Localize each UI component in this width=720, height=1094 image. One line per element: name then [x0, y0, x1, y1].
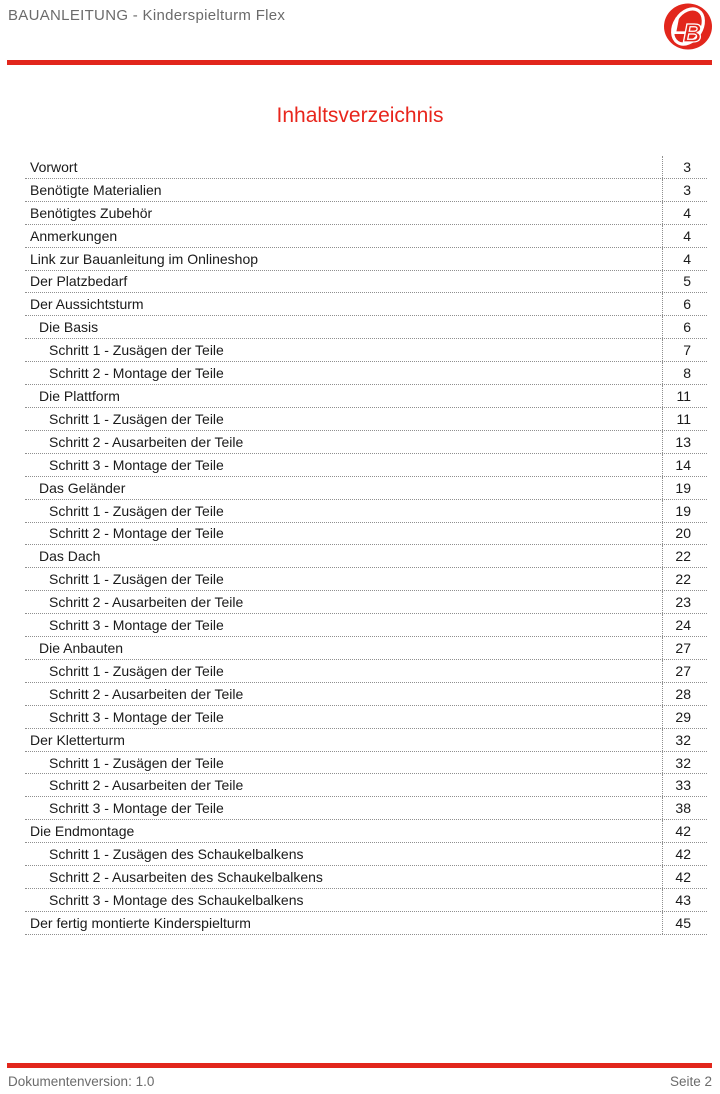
toc-entry-page-number: 5 — [662, 271, 707, 293]
toc-entry-label: Die Basis — [39, 319, 99, 336]
toc-entry-label: Schritt 2 - Montage der Teile — [49, 365, 224, 382]
toc-row — [25, 477, 707, 500]
toc-row — [25, 523, 707, 546]
toc-entry-page-number: 29 — [662, 706, 707, 728]
toc-entry-label: Vorwort — [30, 158, 78, 175]
toc-row — [25, 271, 707, 294]
table-of-contents — [25, 156, 707, 935]
toc-entry-page-number: 19 — [662, 477, 707, 499]
toc-entry-page-number: 3 — [662, 179, 707, 201]
toc-row — [25, 889, 707, 912]
toc-row — [25, 591, 707, 614]
toc-row — [25, 820, 707, 843]
page-title: Inhaltsverzeichnis — [276, 104, 444, 127]
toc-entry-page-number: 11 — [662, 385, 707, 407]
toc-row — [25, 683, 707, 706]
toc-entry-label: Anmerkungen — [30, 227, 118, 244]
toc-entry-page-number: 28 — [662, 683, 707, 705]
toc-entry-page-number: 11 — [662, 408, 707, 430]
toc-entry-label: Benötigte Materialien — [30, 181, 162, 198]
footer-divider — [7, 1063, 712, 1068]
toc-entry-label: Schritt 1 - Zusägen der Teile — [49, 410, 224, 427]
toc-entry-label: Schritt 3 - Montage des Schaukelbalkens — [49, 891, 304, 908]
toc-entry-page-number: 42 — [662, 843, 707, 865]
toc-row — [25, 568, 707, 591]
toc-entry-page-number: 3 — [662, 156, 707, 178]
toc-row — [25, 179, 707, 202]
toc-entry-label: Schritt 1 - Zusägen der Teile — [49, 754, 224, 771]
toc-entry-label: Schritt 1 - Zusägen der Teile — [49, 502, 224, 519]
toc-row — [25, 614, 707, 637]
toc-row — [25, 156, 707, 179]
toc-entry-label: Der Platzbedarf — [30, 273, 128, 290]
header-divider — [7, 60, 712, 65]
toc-row — [25, 797, 707, 820]
toc-entry-page-number: 6 — [662, 316, 707, 338]
toc-entry-page-number: 19 — [662, 500, 707, 522]
page-number: Seite 2 — [669, 1074, 712, 1089]
toc-entry-page-number: 4 — [662, 202, 707, 224]
toc-entry-label: Schritt 2 - Ausarbeiten des Schaukelbalkens — [49, 869, 323, 886]
toc-entry-label: Schritt 1 - Zusägen der Teile — [49, 662, 224, 679]
toc-entry-label: Schritt 3 - Montage der Teile — [49, 617, 224, 634]
lb-brand-logo-icon — [663, 3, 713, 50]
toc-entry-page-number: 27 — [662, 637, 707, 659]
toc-row — [25, 339, 707, 362]
toc-entry-label: Schritt 2 - Montage der Teile — [49, 525, 224, 542]
toc-row — [25, 545, 707, 568]
toc-entry-label: Schritt 1 - Zusägen der Teile — [49, 342, 224, 359]
toc-row — [25, 729, 707, 752]
toc-entry-label: Der Aussichtsturm — [30, 296, 144, 313]
toc-entry-label: Schritt 3 - Montage der Teile — [49, 708, 224, 725]
toc-entry-page-number: 4 — [662, 225, 707, 247]
toc-row — [25, 408, 707, 431]
document-version: Dokumentenversion: 1.0 — [8, 1074, 155, 1089]
toc-entry-label: Das Geländer — [39, 479, 126, 496]
toc-entry-label: Die Plattform — [39, 388, 120, 405]
toc-row — [25, 843, 707, 866]
toc-entry-page-number: 27 — [662, 660, 707, 682]
toc-row — [25, 774, 707, 797]
toc-entry-page-number: 8 — [662, 362, 707, 384]
toc-entry-page-number: 14 — [662, 454, 707, 476]
toc-entry-page-number: 33 — [662, 774, 707, 796]
toc-entry-page-number: 42 — [662, 820, 707, 842]
toc-entry-page-number: 42 — [662, 866, 707, 888]
toc-entry-page-number: 24 — [662, 614, 707, 636]
toc-entry-page-number: 43 — [662, 889, 707, 911]
toc-entry-label: Die Endmontage — [30, 823, 135, 840]
toc-row — [25, 316, 707, 339]
toc-entry-page-number: 6 — [662, 293, 707, 315]
toc-row — [25, 912, 707, 935]
toc-entry-page-number: 22 — [662, 545, 707, 567]
logo-letter-b: B — [683, 18, 702, 48]
toc-row — [25, 637, 707, 660]
toc-row — [25, 454, 707, 477]
toc-row — [25, 752, 707, 775]
toc-row — [25, 660, 707, 683]
toc-entry-page-number: 13 — [662, 431, 707, 453]
toc-entry-label: Schritt 2 - Ausarbeiten der Teile — [49, 594, 244, 611]
toc-row — [25, 248, 707, 271]
toc-entry-label: Das Dach — [39, 548, 101, 565]
toc-entry-label: Schritt 1 - Zusägen der Teile — [49, 571, 224, 588]
toc-entry-page-number: 32 — [662, 729, 707, 751]
toc-entry-page-number: 23 — [662, 591, 707, 613]
logo-letter-l: L — [672, 13, 687, 40]
toc-entry-page-number: 7 — [662, 339, 707, 361]
toc-row — [25, 385, 707, 408]
toc-entry-label: Schritt 2 - Ausarbeiten der Teile — [49, 685, 244, 702]
toc-entry-page-number: 32 — [662, 752, 707, 774]
toc-entry-label: Der Kletterturm — [30, 731, 125, 748]
toc-entry-label: Die Anbauten — [39, 639, 124, 656]
toc-row — [25, 500, 707, 523]
toc-entry-label: Schritt 2 - Ausarbeiten der Teile — [49, 433, 244, 450]
toc-entry-page-number: 45 — [662, 912, 707, 934]
toc-row — [25, 202, 707, 225]
toc-entry-page-number: 22 — [662, 568, 707, 590]
toc-entry-label: Der fertig montierte Kinderspielturm — [30, 914, 251, 931]
toc-entry-label: Benötigtes Zubehör — [30, 204, 153, 221]
toc-row — [25, 225, 707, 248]
toc-entry-label: Schritt 2 - Ausarbeiten der Teile — [49, 777, 244, 794]
toc-entry-label: Schritt 3 - Montage der Teile — [49, 800, 224, 817]
document-header-title: BAUANLEITUNG - Kinderspielturm Flex — [8, 7, 286, 24]
toc-entry-page-number: 38 — [662, 797, 707, 819]
toc-row — [25, 362, 707, 385]
toc-entry-page-number: 20 — [662, 523, 707, 545]
toc-row — [25, 293, 707, 316]
toc-entry-label: Schritt 3 - Montage der Teile — [49, 456, 224, 473]
toc-entry-label: Schritt 1 - Zusägen des Schaukelbalkens — [49, 846, 304, 863]
toc-entry-page-number: 4 — [662, 248, 707, 270]
toc-row — [25, 431, 707, 454]
toc-row — [25, 866, 707, 889]
toc-entry-label: Link zur Bauanleitung im Onlineshop — [30, 250, 259, 267]
toc-row — [25, 706, 707, 729]
